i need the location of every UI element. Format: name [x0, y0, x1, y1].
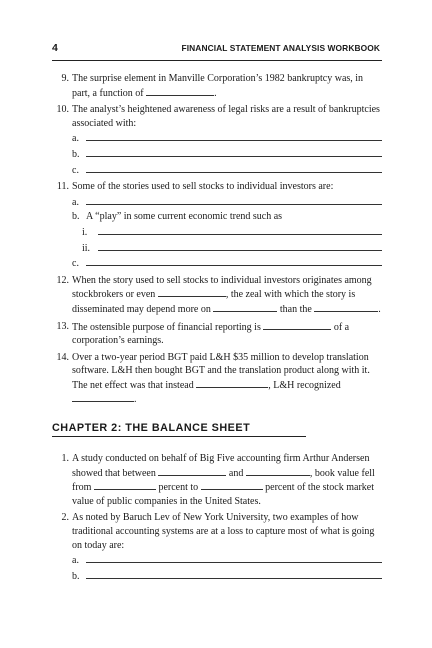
answer-label: a. — [72, 133, 79, 145]
question-number: 14. — [56, 351, 69, 363]
running-header — [52, 42, 382, 61]
answer-line-b-ii — [72, 241, 382, 256]
question-text: , book value fell from — [72, 467, 375, 494]
answer-blank[interactable] — [158, 466, 226, 476]
page-number: 4 — [52, 42, 58, 54]
punctuation: . — [214, 87, 217, 99]
answer-label: b. — [72, 148, 80, 160]
question-number: 1. — [61, 453, 69, 464]
question-number: 2. — [61, 512, 69, 524]
question-text: percent of the stock market value of public companies in the United States. — [72, 482, 374, 507]
answer-line-a — [72, 553, 382, 568]
answer-blank[interactable] — [146, 86, 214, 96]
question-text: Over a two-year period BGT paid L&H $35 million to develop translation software. L&H then bought BGT and the translation product along with it. The net effect was that instead — [72, 351, 370, 391]
answer-blank[interactable] — [201, 480, 263, 490]
answer-line-a — [72, 131, 382, 146]
question-13 — [52, 320, 382, 348]
question-text: than the — [279, 303, 312, 315]
question-text: percent to — [158, 482, 199, 494]
question-text: When the story used to sell stocks to individual investors originates among stockbrokers or even — [72, 274, 372, 301]
answer-label: ii. — [82, 242, 91, 254]
question-text: The surprise element in Manville Corporation’s 1982 bankruptcy was, in part, a function of — [72, 73, 364, 99]
answer-blank[interactable] — [98, 241, 382, 251]
answer-blank[interactable] — [72, 392, 134, 402]
answer-label: c. — [72, 258, 79, 270]
question-text: and — [228, 467, 244, 479]
chapter-1-questions — [52, 72, 382, 407]
question-number: 10. — [56, 104, 69, 116]
answer-line-c — [72, 256, 382, 271]
answer-line-b-i — [72, 225, 382, 240]
answer-label: a. — [72, 196, 79, 208]
sub-question-text: A “play” in some current economic trend such as — [86, 211, 283, 223]
answer-blank[interactable] — [86, 256, 382, 266]
answer-blank[interactable] — [196, 378, 268, 388]
question-11 — [52, 180, 382, 271]
answer-blank[interactable] — [86, 147, 382, 157]
question-number: 13. — [56, 320, 69, 332]
answer-blank[interactable] — [314, 302, 378, 312]
question-10 — [52, 103, 382, 177]
answer-line-c — [72, 163, 382, 178]
punctuation: . — [134, 394, 137, 406]
question-text: The analyst’s heightened awareness of legal risks are a result of bankruptcies associated with: — [72, 104, 380, 129]
answer-label: i. — [82, 226, 88, 238]
running-head: FINANCIAL STATEMENT ANALYSIS WORKBOOK — [181, 43, 380, 53]
answer-label: b. — [72, 570, 80, 582]
question-text: , the zeal with which the story is disseminated may depend more on — [72, 289, 356, 315]
answer-line-b — [72, 569, 382, 584]
answer-blank[interactable] — [158, 287, 226, 297]
answer-line-a — [72, 195, 382, 210]
question-number: 11. — [56, 181, 69, 193]
answer-blank[interactable] — [213, 302, 277, 312]
answer-blank[interactable] — [86, 163, 382, 173]
answer-blank[interactable] — [86, 195, 382, 205]
answer-label: b. — [72, 211, 80, 223]
question-text: The ostensible purpose of financial reporting is — [72, 321, 261, 333]
question-text: As noted by Baruch Lev of New York University, two examples of how traditional accounting systems are at a loss to capture most of what is going on today are: — [72, 512, 375, 551]
answer-blank[interactable] — [263, 320, 331, 330]
question-2 — [52, 511, 382, 583]
question-9 — [52, 72, 382, 100]
question-number: 9. — [61, 73, 69, 84]
chapter-2-questions — [52, 452, 382, 583]
answer-blank[interactable] — [246, 466, 310, 476]
answer-label: c. — [72, 164, 79, 176]
answer-blank[interactable] — [98, 225, 382, 235]
question-text: of a corporation’s earnings. — [72, 321, 350, 347]
question-text: , L&H recognized — [268, 379, 341, 391]
answer-blank[interactable] — [94, 480, 156, 490]
answer-line-b — [72, 147, 382, 162]
answer-label: a. — [72, 555, 79, 567]
question-1 — [52, 452, 382, 508]
question-text: Some of the stories used to sell stocks to individual investors are: — [72, 181, 334, 193]
question-14 — [52, 351, 382, 407]
answer-blank[interactable] — [86, 131, 382, 141]
answer-line-b — [72, 210, 382, 224]
punctuation: . — [378, 303, 381, 315]
question-text: A study conducted on behalf of Big Five accounting firm Arthur Andersen showed that between — [72, 453, 370, 479]
answer-blank[interactable] — [86, 569, 382, 579]
chapter-heading: CHAPTER 2: THE BALANCE SHEET — [52, 422, 306, 437]
question-12 — [52, 274, 382, 317]
answer-blank[interactable] — [86, 553, 382, 563]
question-number: 12. — [56, 274, 69, 286]
